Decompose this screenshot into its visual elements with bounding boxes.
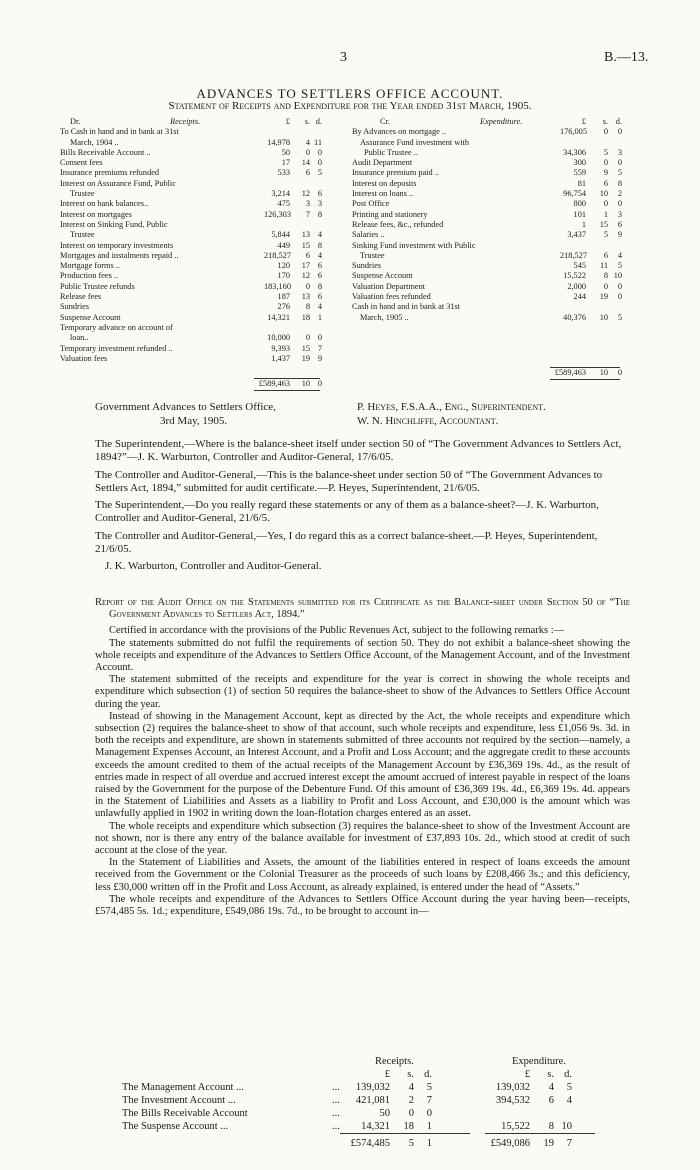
expenditure-row: [352, 292, 642, 302]
report-heading: Report of the Audit Office on the Statements submitted for its Certificate as the Balance-sheet under Section 50 of “The Government Advances to Settlers Act, 1894.”: [95, 597, 630, 621]
receipts-row-pounds: 533: [277, 168, 290, 178]
receipts-row-pounds: 170: [277, 271, 290, 281]
expenditure-row-pounds: 101: [573, 209, 586, 219]
receipts-row-shillings: 6: [305, 168, 310, 178]
receipts-row-shillings: 8: [305, 302, 310, 312]
summary-receipts-value: 14,321: [361, 1121, 390, 1132]
receipts-row: [60, 323, 346, 333]
expenditure-row-pence: 0: [617, 158, 622, 168]
receipts-row-shillings: 18: [301, 312, 310, 322]
receipts-row-shillings: 17: [301, 261, 310, 271]
expenditure-row-pence: 0: [617, 292, 622, 302]
expenditure-row-pounds: 15,522: [563, 271, 586, 281]
expenditure-total-pence: 0: [617, 368, 622, 377]
expenditure-row-label: Public Trustee ..: [364, 147, 418, 157]
receipts-row-pence: 4: [317, 250, 322, 260]
receipts-heading: Receipts.: [170, 117, 201, 126]
shillings-col-head: s.: [304, 117, 310, 126]
expenditure-row: [352, 313, 642, 323]
receipts-row-shillings: 3: [305, 199, 310, 209]
expenditure-row-pounds: 800: [573, 199, 586, 209]
receipts-row-shillings: 15: [301, 240, 310, 250]
expenditure-row-label: Printing and stationery: [352, 209, 428, 219]
expenditure-row-pence: 9: [617, 230, 622, 240]
receipts-row-pounds: 14,321: [267, 312, 290, 322]
summary-expenditure-head: Expenditure.: [512, 1056, 566, 1067]
summary-receipts-value: 4: [408, 1082, 414, 1093]
summary-row-label: The Investment Account ...: [122, 1095, 236, 1106]
receipts-row-pence: 4: [317, 230, 322, 240]
expenditure-row-shillings: 0: [603, 127, 608, 137]
summary-e-pounds-head: £: [524, 1069, 530, 1080]
receipts-row-pence: 11: [314, 137, 322, 147]
receipts-row-pounds: 183,160: [264, 281, 291, 291]
expenditure-row-shillings: 15: [599, 219, 608, 229]
receipts-row-pence: 3: [317, 199, 322, 209]
exp-pounds-col-head: £: [581, 117, 586, 126]
summary-receipts-value: 5: [426, 1082, 432, 1093]
receipts-row-pounds: 475: [277, 199, 290, 209]
paper-reference: B.—13.: [604, 50, 649, 65]
receipts-row-shillings: 12: [301, 271, 310, 281]
receipts-row-shillings: 0: [305, 333, 310, 343]
receipts-total: [60, 379, 346, 389]
receipts-row-pence: 6: [317, 189, 322, 199]
expenditure-row-shillings: 9: [603, 168, 608, 178]
expenditure-row-pounds: 40,376: [563, 312, 586, 322]
expenditure-row-label: Trustee: [360, 250, 385, 260]
receipts-row-label: Release fees: [60, 292, 102, 302]
expenditure-row-shillings: 0: [603, 281, 608, 291]
receipts-row-shillings: 13: [301, 230, 310, 240]
leader-dots: ...: [332, 1095, 340, 1106]
expenditure-row-label: Insurance premium paid ..: [352, 168, 439, 178]
receipts-row: [60, 344, 346, 354]
expenditure-row: [352, 261, 642, 271]
receipts-row-label: To Cash in hand and in bank at 31st: [60, 127, 179, 137]
receipts-row-label: Valuation fees: [60, 353, 108, 363]
summary-row: [110, 1120, 630, 1133]
expenditure-total-pounds: £589,463: [554, 368, 586, 377]
receipts-row-label: Trustee: [70, 189, 95, 199]
receipts-row-label: Trustee: [70, 230, 95, 240]
summary-r-shillings-head: s.: [407, 1069, 414, 1080]
leader-dots: ...: [332, 1082, 340, 1093]
summary-receipts-value: 421,081: [355, 1095, 390, 1106]
receipts-row-label: Bills Receivable Account ..: [60, 147, 151, 157]
expenditure-row-shillings: 6: [603, 178, 608, 188]
receipts-row-pounds: 50: [281, 147, 290, 157]
expenditure-row: [352, 189, 642, 199]
receipts-row-label: March, 1904 ..: [70, 137, 119, 147]
expenditure-row-label: Valuation fees refunded: [352, 292, 431, 302]
summary-receipts-head: Receipts.: [375, 1056, 414, 1067]
expenditure-row-pounds: 559: [573, 168, 586, 178]
receipts-row: [60, 158, 346, 168]
office-signature-block: [95, 401, 345, 428]
expenditure-row-shillings: 8: [603, 271, 608, 281]
expenditure-row-pence: 0: [617, 199, 622, 209]
expenditure-row-pounds: 218,527: [560, 250, 587, 260]
summary-receipts-value: 7: [426, 1095, 432, 1106]
summary-expenditure-value: 139,032: [495, 1082, 530, 1093]
expenditure-row: [352, 199, 642, 209]
summary-row-label: The Management Account ...: [122, 1082, 244, 1093]
receipts-row: [60, 354, 346, 364]
summary-receipts-value: 50: [379, 1108, 390, 1119]
expenditure-row-label: By Advances on mortgage ..: [352, 127, 447, 137]
receipts-row-label: Sundries: [60, 302, 90, 312]
expenditure-row-pounds: 96,754: [563, 189, 586, 199]
audit-report: [95, 597, 630, 918]
expenditure-row-pounds: 3,437: [567, 230, 586, 240]
expenditure-row: [352, 282, 642, 292]
summary-receipts-value: 139,032: [355, 1082, 390, 1093]
expenditure-row-label: Suspense Account: [352, 271, 413, 281]
expenditure-row-label: Salaries ..: [352, 230, 385, 240]
expenditure-row-pence: 5: [617, 168, 622, 178]
receipts-row-label: Suspense Account: [60, 312, 121, 322]
expenditure-row: [352, 148, 642, 158]
receipts-total-pounds: £589,463: [258, 379, 290, 388]
receipts-row: [60, 148, 346, 158]
expenditure-header-row: [352, 117, 642, 127]
receipts-row: [60, 220, 346, 230]
expenditure-row: [352, 302, 642, 312]
receipts-row: [60, 302, 346, 312]
receipts-row-pence: 7: [317, 343, 322, 353]
expenditure-total-shillings: 10: [599, 368, 608, 377]
exp-shillings-col-head: s.: [602, 117, 608, 126]
expenditure-table: [352, 117, 642, 323]
summary-table: [110, 1055, 630, 1150]
correspondence-entry: The Controller and Auditor-General,—This is the balance-sheet under section 50 of “The Government Advances to Settlers Act, 1894,” submitted for audit certificate.—P. Heyes, Superintendent, 21/6/05.: [95, 468, 603, 494]
receipts-row-shillings: 15: [301, 343, 310, 353]
summary-receipts-value: 1: [426, 1121, 432, 1132]
summary-e-shillings-head: s.: [547, 1069, 554, 1080]
leader-dots: ...: [332, 1108, 340, 1119]
receipts-row-pounds: 1,437: [271, 353, 290, 363]
receipts-row-pounds: 276: [277, 302, 290, 312]
receipts-row-pounds: 10,000: [267, 333, 290, 343]
receipts-row-pounds: 3,214: [271, 189, 290, 199]
expenditure-row-pence: 4: [617, 250, 622, 260]
receipts-row-pence: 0: [317, 147, 322, 157]
summary-total-rule-exp: [485, 1133, 595, 1134]
expenditure-row-shillings: 19: [599, 292, 608, 302]
office-name: Government Advances to Settlers Office,: [95, 401, 276, 413]
expenditure-row-shillings: 0: [603, 199, 608, 209]
page-number: 3: [340, 50, 347, 65]
receipts-row: [60, 333, 346, 343]
expenditure-row: [352, 241, 642, 251]
receipts-row-pence: 4: [317, 302, 322, 312]
receipts-row-label: Interest on mortgages: [60, 209, 132, 219]
receipts-total-shillings: 10: [301, 379, 310, 388]
receipts-row-pence: 5: [317, 168, 322, 178]
expenditure-heading: Expenditure.: [480, 117, 523, 126]
expenditure-row: [352, 179, 642, 189]
receipts-total-pence: 0: [317, 379, 322, 388]
expenditure-row-shillings: 10: [599, 312, 608, 322]
receipts-row-shillings: 14: [301, 158, 310, 168]
office-date: 3rd May, 1905.: [160, 414, 228, 427]
expenditure-row-shillings: 1: [603, 209, 608, 219]
summary-expenditure-value: 4: [566, 1095, 572, 1106]
receipts-row-pence: 8: [317, 209, 322, 219]
summary-r-pence-head: d.: [424, 1069, 432, 1080]
expenditure-row-shillings: 5: [603, 230, 608, 240]
page-title: ADVANCES TO SETTLERS OFFICE ACCOUNT.: [196, 86, 504, 101]
summary-row: [110, 1107, 630, 1120]
summary-expenditure-value: 8: [548, 1121, 554, 1132]
receipts-row: [60, 168, 346, 178]
receipts-row-label: Public Trustee refunds: [60, 281, 135, 291]
summary-head-row: [110, 1055, 630, 1068]
receipts-row-label: Production fees ..: [60, 271, 119, 281]
expenditure-row: [352, 271, 642, 281]
receipts-row: [60, 241, 346, 251]
receipts-row: [60, 189, 346, 199]
expenditure-row-pence: 0: [617, 281, 622, 291]
summary-expenditure-value: 19: [543, 1138, 554, 1149]
receipts-row-pence: 0: [317, 158, 322, 168]
expenditure-row-pence: 0: [617, 127, 622, 137]
summary-receipts-value: 5: [408, 1138, 414, 1149]
dr-label: Dr.: [70, 117, 81, 126]
receipts-row-pence: 1: [317, 312, 322, 322]
pence-col-head: d.: [315, 117, 322, 126]
receipts-row-pounds: 449: [277, 240, 290, 250]
accountant-signature: W. N. Hinchliffe, Accountant.: [357, 414, 499, 427]
receipts-row-pence: 0: [317, 333, 322, 343]
expenditure-row-label: Sundries: [352, 261, 382, 271]
receipts-row: [60, 313, 346, 323]
expenditure-row-shillings: 0: [603, 158, 608, 168]
statement-subtitle: Statement of Receipts and Expenditure for the Year ended 31st March, 1905.: [168, 100, 532, 112]
report-paragraph: The statement submitted of the receipts and expenditure for the year is correct in showing the whole receipts and expenditure which subsection (1) of section 50 requires the balance-sheet to show of the Advances to Settlers Office Account during the year.: [95, 674, 630, 710]
receipts-row-label: Interest on Sinking Fund, Public: [60, 219, 168, 229]
receipts-row-pounds: 14,978: [267, 137, 290, 147]
receipts-table: [60, 117, 346, 364]
summary-expenditure-value: 6: [548, 1095, 554, 1106]
expenditure-row-pounds: 545: [573, 261, 586, 271]
report-paragraph: The whole receipts and expenditure which subsection (3) requires the balance-sheet to show of the Investment Account are not shown, nor is there any entry of the balance available for investment of £37,893 10s. 2d., which stood at credit of such account at the close of the year.: [95, 820, 630, 857]
correspondence-entry: The Controller and Auditor-General,—Yes, I do regard this as a correct balance-sheet.—P. Heyes, Superintendent, 21/6/05.: [95, 529, 598, 556]
superintendent-signature: P. Heyes, F.S.A.A., Eng., Superintendent.: [357, 401, 546, 413]
expenditure-row-pounds: 1: [581, 219, 586, 229]
receipts-row-pence: 6: [317, 271, 322, 281]
receipts-row: [60, 127, 346, 137]
receipts-row-shillings: 6: [305, 250, 310, 260]
expenditure-row-shillings: 5: [603, 147, 608, 157]
expenditure-row: [352, 138, 642, 148]
summary-receipts-value: 2: [408, 1095, 414, 1106]
receipts-row-pounds: 9,393: [271, 343, 290, 353]
receipts-row-label: Mortgages and instalments repaid ..: [60, 250, 179, 260]
receipts-row-label: Interest on Assurance Fund, Public: [60, 178, 176, 188]
receipts-row-label: Temporary advance on account of: [60, 322, 173, 332]
receipts-row: [60, 292, 346, 302]
receipts-row-label: Consent fees: [60, 158, 103, 168]
expenditure-row-pence: 2: [617, 189, 622, 199]
receipts-row-label: Interest on temporary investments: [60, 240, 174, 250]
summary-expenditure-value: £549,086: [490, 1138, 530, 1149]
expenditure-row-shillings: 11: [600, 261, 608, 271]
receipts-row-pence: 9: [317, 353, 322, 363]
receipts-row-label: Temporary investment refunded ..: [60, 343, 173, 353]
receipts-row-pence: 6: [317, 292, 322, 302]
receipts-row-shillings: 0: [305, 281, 310, 291]
receipts-row-label: Mortgage forms ..: [60, 261, 120, 271]
expenditure-row: [352, 168, 642, 178]
expenditure-row-label: Interest on deposits: [352, 178, 417, 188]
exp-pence-col-head: d.: [615, 117, 622, 126]
receipts-row: [60, 230, 346, 240]
receipts-row-pounds: 120: [277, 261, 290, 271]
summary-r-pounds-head: £: [384, 1069, 390, 1080]
receipts-row-pounds: 17: [281, 158, 290, 168]
summary-receipts-value: 0: [426, 1108, 432, 1119]
expenditure-row-label: Assurance Fund investment with: [360, 137, 469, 147]
expenditure-row-shillings: 6: [603, 250, 608, 260]
summary-cols-row: [110, 1068, 630, 1081]
expenditure-row: [352, 230, 642, 240]
summary-row: [110, 1094, 630, 1107]
expenditure-row-pence: 6: [617, 219, 622, 229]
closing-signature: J. K. Warburton, Controller and Auditor-General.: [105, 560, 322, 573]
receipts-row-label: loan..: [70, 333, 89, 343]
report-paragraph: The statements submitted do not fulfil the requirements of section 50. They do not exhibit a balance-sheet showing the whole receipts and expenditure of the Advances to Settlers Office Account, of the Management Account, and of the Investment Account.: [95, 637, 630, 674]
pounds-col-head: £: [285, 117, 290, 126]
report-paragraph: In the Statement of Liabilities and Assets, the amount of the liabilities entered in respect of loans exceeds the amount received from the Government or the Colonial Treasurer as the proceeds of such loans by £208,466 3s.; and this deficiency, less £30,000 written off in the Profit and Loss Account, as already explained, is entered under the head of “Assets.”: [95, 857, 630, 893]
receipts-row-shillings: 0: [305, 147, 310, 157]
expenditure-total-double-rule: [550, 379, 620, 380]
report-paragraph: The whole receipts and expenditure of the Advances to Settlers Office Account during the year having been—receipts, £574,485 5s. 1d.; expenditure, £549,086 19s. 7d., to be brought to account in—: [95, 893, 630, 918]
receipts-row-pence: 8: [317, 240, 322, 250]
summary-receipts-value: 18: [403, 1121, 414, 1132]
receipts-row: [60, 138, 346, 148]
expenditure-row-pounds: 300: [573, 158, 586, 168]
summary-total-rule: [340, 1133, 470, 1134]
expenditure-row-pence: 3: [617, 209, 622, 219]
receipts-row: [60, 282, 346, 292]
expenditure-row-pence: 5: [617, 261, 622, 271]
summary-row-label: The Suspense Account ...: [122, 1121, 229, 1132]
receipts-row: [60, 199, 346, 209]
summary-total-row: [110, 1137, 630, 1150]
receipts-row-shillings: 12: [301, 189, 310, 199]
receipts-row-pounds: 218,527: [264, 250, 291, 260]
expenditure-row-label: March, 1905 ..: [360, 312, 409, 322]
expenditure-row-pounds: 176,005: [560, 127, 587, 137]
receipts-row-label: Interest on bank balances..: [60, 199, 149, 209]
receipts-row-pounds: 126,303: [264, 209, 291, 219]
expenditure-row: [352, 220, 642, 230]
expenditure-row-label: Interest on loans ..: [352, 189, 414, 199]
cr-label: Cr.: [380, 117, 390, 126]
expenditure-row-pence: 10: [613, 271, 622, 281]
expenditure-row-pence: 3: [617, 147, 622, 157]
receipts-row: [60, 271, 346, 281]
correspondence-entry: The Superintendent,—Where is the balance-sheet itself under section 50 of “The Government Advances to Settlers Act, 1894?”—J. K. Warburton, Controller and Auditor-General, 17/6/05.: [95, 438, 622, 464]
receipts-row-label: Insurance premiums refunded: [60, 168, 160, 178]
receipts-row-pounds: 187: [277, 292, 290, 302]
expenditure-row-pounds: 34,306: [563, 147, 586, 157]
report-paragraph: Instead of showing in the Management Account, kept as directed by the Act, the whole receipts and expenditure which subsection (2) requires the balance-sheet to show of that account, such whole receipts and expenditure, less £1,056 9s. 3d. in both the receipts and expenditure, are shown in statements submitted of three accounts not required by the section—namely, a Management Expenses Account, an Interest Account, and a Profit and Loss Account; and the aggregate credit to these accounts exceeds the amount credited to them of the actual receipts of the Management Account by £36,369 19s. 4d., as the result of entries made in respect of all overdue and accrued interest except the amount accrued of interest payable in respect of the loans raised by the Government for the purpose of the Debenture Fund. Of this amount of £36,369 19s. 4d., £6,369 19s. 4d. appears in the Statement of Liabilities and Assets as a liability to Profit and Loss Account, and £30,000 is the amount which was unlawfully applied in 1902 in writing down the loan-flotation charges entered as an asset.: [95, 710, 630, 820]
expenditure-total: [352, 368, 642, 378]
expenditure-row-label: Release fees, &c., refunded: [352, 219, 444, 229]
receipts-row-pounds: 5,844: [271, 230, 290, 240]
summary-e-pence-head: d.: [564, 1069, 572, 1080]
report-paragraph: Certified in accordance with the provisions of the Public Revenues Act, subject to the following remarks :—: [109, 625, 565, 637]
expenditure-row-pence: 5: [617, 312, 622, 322]
expenditure-row: [352, 127, 642, 137]
expenditure-row: [352, 158, 642, 168]
expenditure-row-pounds: 81: [577, 178, 586, 188]
summary-receipts-value: £574,485: [350, 1138, 390, 1149]
summary-expenditure-value: 15,522: [501, 1121, 530, 1132]
officer-signature-block: [357, 401, 647, 428]
expenditure-row-pence: 8: [617, 178, 622, 188]
receipts-total-double-rule: [254, 390, 320, 391]
summary-expenditure-value: 7: [566, 1138, 572, 1149]
receipts-row-pence: 6: [317, 261, 322, 271]
summary-expenditure-value: 4: [548, 1082, 554, 1093]
receipts-row: [60, 261, 346, 271]
summary-row-label: The Bills Receivable Account: [122, 1108, 248, 1119]
summary-row: [110, 1081, 630, 1094]
receipts-header-row: [60, 117, 346, 127]
receipts-row-shillings: 4: [305, 137, 310, 147]
receipts-row-shillings: 7: [305, 209, 310, 219]
summary-expenditure-value: 10: [561, 1121, 572, 1132]
expenditure-row-label: Valuation Department: [352, 281, 426, 291]
receipts-row-shillings: 19: [301, 353, 310, 363]
expenditure-row-shillings: 10: [599, 189, 608, 199]
expenditure-row-pounds: 244: [573, 292, 586, 302]
summary-receipts-value: 0: [408, 1108, 414, 1119]
summary-expenditure-value: 5: [566, 1082, 572, 1093]
receipts-row-pence: 8: [317, 281, 322, 291]
receipts-row: [60, 251, 346, 261]
summary-receipts-value: 1: [426, 1138, 432, 1149]
expenditure-row-pounds: 2,000: [567, 281, 586, 291]
expenditure-row: [352, 251, 642, 261]
correspondence-entry: The Superintendent,—Do you really regard these statements or any of them as a balance-sheet?—J. K. Warburton, Controller and Auditor-General, 21/6/5.: [95, 499, 599, 525]
receipts-row-shillings: 13: [301, 292, 310, 302]
expenditure-row-label: Cash in hand and in bank at 31st: [352, 302, 461, 312]
receipts-row: [60, 210, 346, 220]
expenditure-row-label: Audit Department: [352, 158, 413, 168]
expenditure-row: [352, 210, 642, 220]
leader-dots: ...: [332, 1121, 340, 1132]
expenditure-row-label: Sinking Fund investment with Public: [352, 240, 476, 250]
correspondence: [95, 438, 630, 578]
expenditure-row-label: Post Office: [352, 199, 390, 209]
summary-expenditure-value: 394,532: [495, 1095, 530, 1106]
receipts-row: [60, 179, 346, 189]
